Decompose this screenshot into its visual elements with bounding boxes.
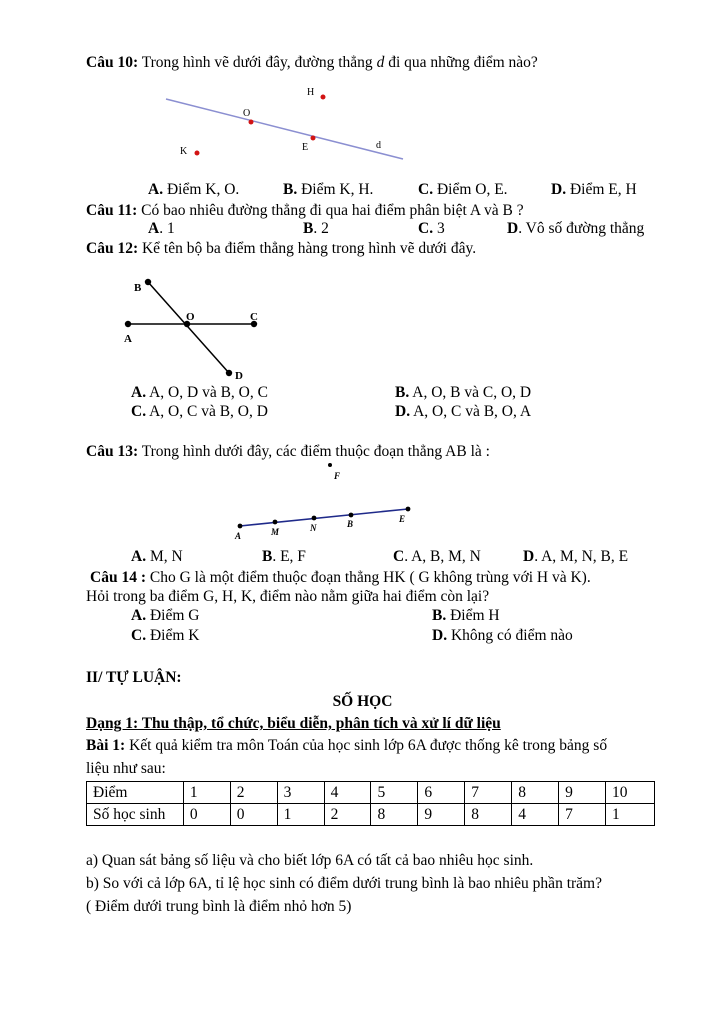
label-D: D [235, 370, 243, 382]
label-E: E [399, 514, 406, 524]
q11-opt-d: D. Vô số đường thẳng [507, 220, 645, 237]
table-cell: 8 [512, 782, 559, 804]
table-cell: 0 [183, 804, 230, 826]
q10-text2: đi qua những điểm nào? [388, 54, 538, 71]
point-A [238, 524, 243, 529]
table-cell: 2 [230, 782, 277, 804]
q12-text: Kể tên bộ ba điểm thẳng hàng trong hình vẽ dưới đây. [141, 240, 477, 257]
label-O: O [186, 311, 195, 323]
q12-opt-a: A. A, O, D và B, O, C [131, 384, 268, 401]
q14-text1: Cho G là một điểm thuộc đoạn thẳng HK ( G không trùng với H và K). [149, 569, 591, 586]
point-H [321, 95, 326, 100]
table-cell: 8 [465, 804, 512, 826]
label-O: O [243, 108, 251, 119]
table-row-counts [87, 804, 655, 826]
point-F [328, 463, 332, 467]
q13-opt-c: C. A, B, M, N [393, 548, 481, 565]
bai-1-text: Kết quả kiểm tra môn Toán của học sinh lớp 6A được thống kê trong bảng số [129, 737, 608, 754]
q12-figure [0, 260, 725, 390]
q11-opt-c: C. 3 [418, 220, 445, 237]
q10-var: d [376, 54, 385, 71]
label-B: B [134, 282, 142, 294]
q14-opt-a: A. Điểm G [131, 607, 200, 624]
q13-label: Câu 13: [86, 443, 139, 460]
point-E [406, 507, 411, 512]
q14-opt-c: C. Điểm K [131, 627, 200, 644]
table-cell: 9 [418, 804, 465, 826]
label-C: C [250, 311, 258, 323]
label-B: B [347, 519, 354, 529]
label-A: A [124, 333, 132, 345]
point-D [226, 370, 232, 376]
q13-opt-d: D. A, M, N, B, E [523, 548, 629, 565]
line-d [166, 99, 403, 159]
q10-opt-a: A. Điểm K, O. [148, 181, 240, 198]
table-row-scores [87, 782, 655, 804]
q12-prompt [86, 240, 476, 258]
table-cell: 10 [606, 782, 655, 804]
point-E [311, 136, 316, 141]
table-cell: 7 [559, 804, 606, 826]
table-cell: 1 [606, 804, 655, 826]
table-cell: 1 [183, 782, 230, 804]
q11-prompt [86, 202, 524, 220]
question-b: b) So với cả lớp 6A, tỉ lệ học sinh có điểm dưới trung bình là bao nhiêu phần trăm? [86, 875, 602, 892]
point-B [349, 513, 354, 518]
q13-figure [0, 455, 725, 545]
q10-label: Câu 10: [86, 54, 139, 71]
q10-opt-b: B. Điểm K, H. [283, 181, 374, 198]
point-K [195, 151, 200, 156]
q14-opt-b: B. Điểm H [432, 607, 500, 624]
table-cell: 9 [559, 782, 606, 804]
table-cell: Số học sinh [87, 804, 184, 826]
label-E: E [302, 142, 309, 153]
part2-heading: II/ TỰ LUẬN: [86, 669, 182, 686]
q14-opt-d: D. Không có điểm nào [432, 627, 573, 644]
q12-opt-c: C. A, O, C và B, O, D [131, 403, 268, 420]
point-B [145, 279, 151, 285]
table-cell: 6 [418, 782, 465, 804]
label-A: A [235, 531, 242, 541]
point-N [312, 516, 317, 521]
table-cell: 3 [277, 782, 324, 804]
q11-text: Có bao nhiêu đường thẳng đi qua hai điểm phân biệt A và B ? [141, 202, 524, 219]
label-M: M [271, 527, 280, 537]
label-F: F [334, 471, 341, 481]
table-cell: 1 [277, 804, 324, 826]
label-d: d [376, 140, 381, 151]
question-b-note: ( Điểm dưới trung bình là điểm nhỏ hơn 5) [86, 898, 352, 915]
table-cell: 8 [371, 804, 418, 826]
label-K: K [180, 146, 188, 157]
q14-label: Câu 14 : [90, 569, 146, 586]
q10-opt-c: C. Điểm O, E. [418, 181, 508, 198]
subject-title: SỐ HỌC [332, 693, 393, 710]
table-cell: 4 [324, 782, 371, 804]
table-cell: 2 [324, 804, 371, 826]
bai-1-line1 [86, 737, 607, 755]
q10-figure [0, 0, 725, 200]
dang-1-title: Dạng 1: Thu thập, tổ chức, biểu diễn, phân tích và xử lí dữ liệu [86, 715, 501, 732]
bai-1-line2: liệu như sau: [86, 760, 166, 777]
q10-text: Trong hình vẽ dưới đây, đường thẳng [141, 54, 373, 71]
q11-opt-b: B. 2 [303, 220, 329, 237]
bai-1-label: Bài 1: [86, 737, 126, 754]
line-BD [148, 282, 229, 373]
q13-opt-a: A. M, N [131, 548, 183, 565]
point-M [273, 520, 278, 525]
q13-opt-b: B. E, F [262, 548, 306, 565]
point-A [125, 321, 131, 327]
q12-opt-b: B. A, O, B và C, O, D [395, 384, 532, 401]
question-a: a) Quan sát bảng số liệu và cho biết lớp 6A có tất cả bao nhiêu học sinh. [86, 852, 534, 869]
q12-label: Câu 12: [86, 240, 139, 257]
table-cell: Điểm [87, 782, 184, 804]
table-cell: 5 [371, 782, 418, 804]
table-cell: 4 [512, 804, 559, 826]
table-cell: 7 [465, 782, 512, 804]
point-O [249, 120, 254, 125]
q11-opt-a: A. 1 [148, 220, 175, 237]
q13-text: Trong hình dưới đây, các điểm thuộc đoạn thẳng AB là : [141, 443, 490, 460]
label-N: N [310, 523, 317, 533]
q10-opt-d: D. Điểm E, H [551, 181, 637, 198]
segment-AE [240, 509, 408, 526]
q14-prompt-line1 [90, 569, 591, 587]
score-table [86, 781, 655, 826]
q14-prompt-line2: Hỏi trong ba điểm G, H, K, điểm nào nằm giữa hai điểm còn lại? [86, 588, 490, 605]
table-cell: 0 [230, 804, 277, 826]
q12-opt-d: D. A, O, C và B, O, A [395, 403, 532, 420]
q11-label: Câu 11: [86, 202, 138, 219]
label-H: H [307, 87, 315, 98]
